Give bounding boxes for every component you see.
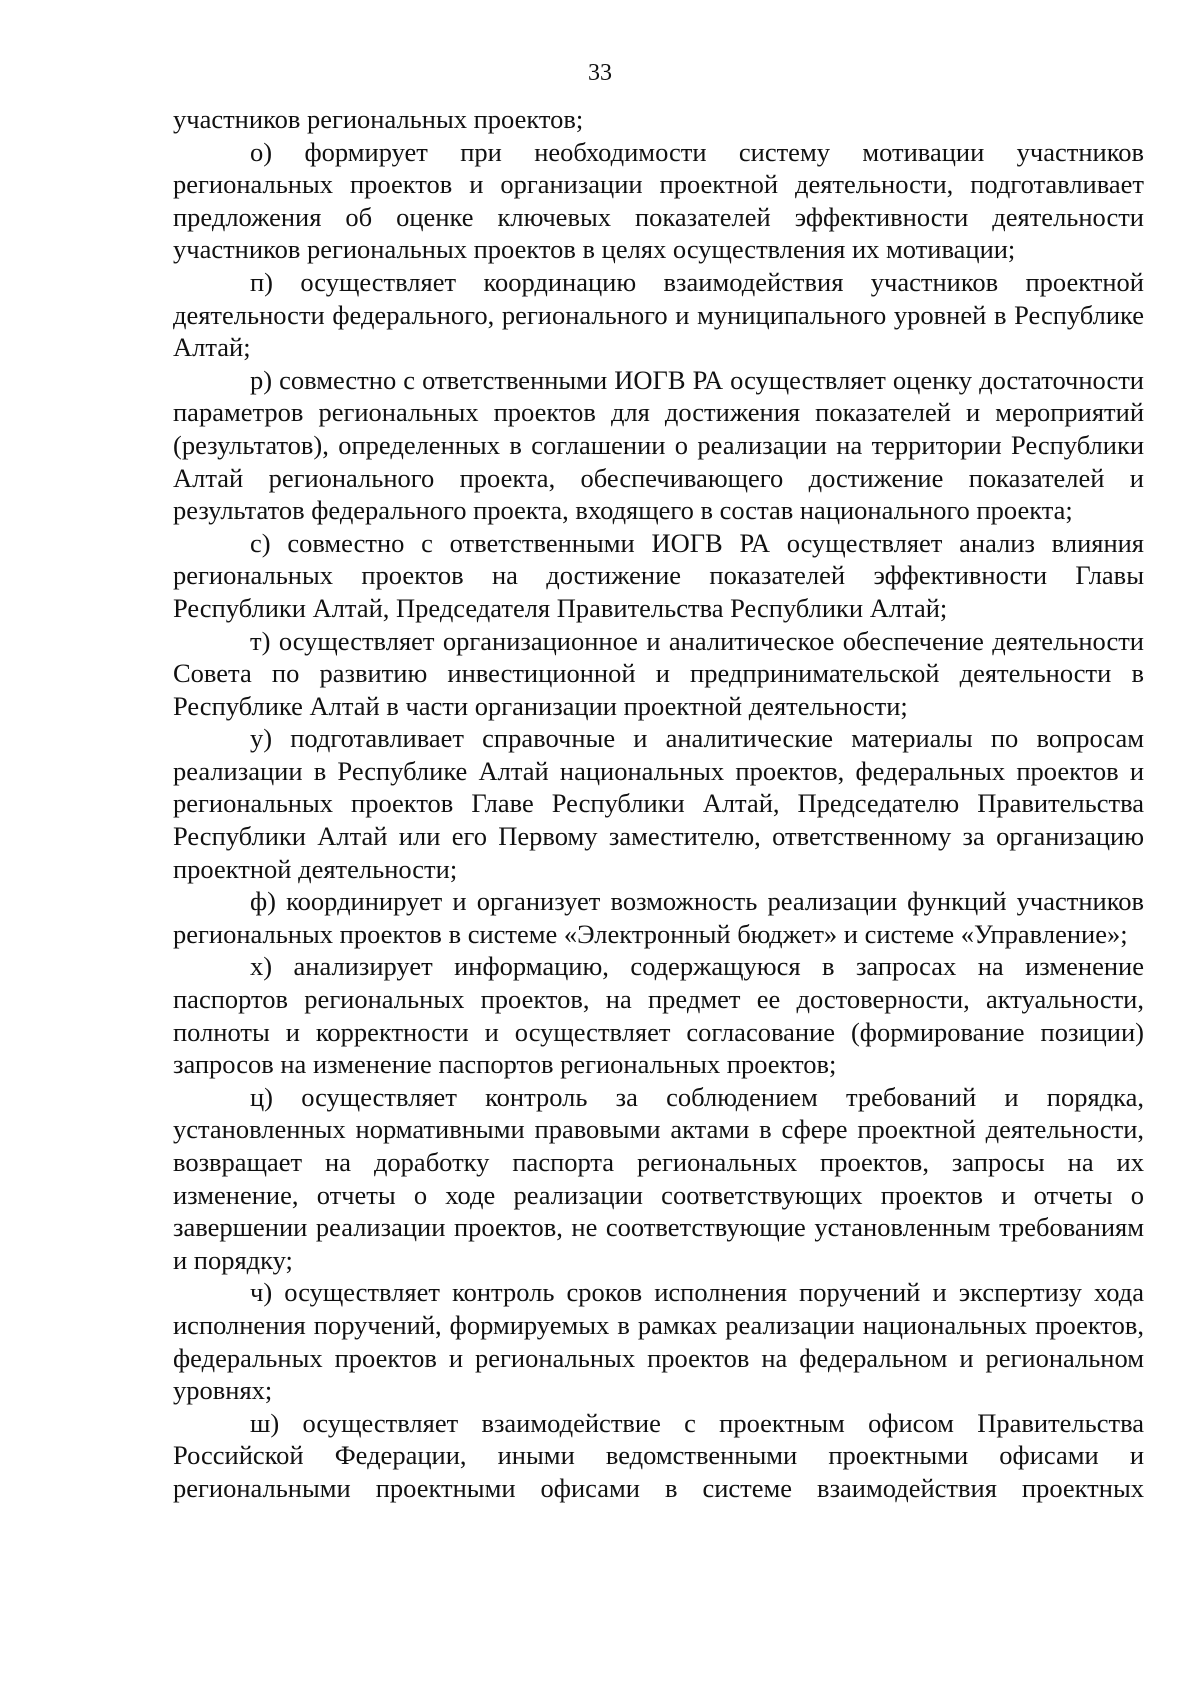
paragraph-item-ts: ц) осуществляет контроль за соблюдением требований и порядка, установленных нормативными правовыми актами в сфере проектной деятельности, возвращает на доработку паспорта региональных проектов, запросы на их изменение, отчеты о ходе реализации соответствующих проектов и отчеты о завершении реализации проектов, не соответствующие установленным требованиям и порядку; <box>173 1081 1144 1275</box>
page-number: 33 <box>588 60 612 86</box>
paragraph-item-u: у) подготавливает справочные и аналитические материалы по вопросам реализации в Республике Алтай национальных проектов, федеральных проектов и региональных проектов Главе Республики Алтай, Председателю Правительства Республики Алтай или его Первому заместителю, ответственному за организацию проектной деятельности; <box>173 723 1144 884</box>
paragraph-continuation: участников региональных проектов; <box>173 104 584 134</box>
document-body <box>173 103 1144 1505</box>
paragraph-item-r: р) совместно с ответственными ИОГВ РА осуществляет оценку достаточности параметров региональных проектов для достижения показателей и мероприятий (результатов), определенных в соглашении о реализации на территории Республики Алтай регионального проекта, обеспечивающего достижение показателей и результатов федерального проекта, входящего в состав национального проекта; <box>173 364 1144 526</box>
paragraph-item-s: с) совместно с ответственными ИОГВ РА осуществляет анализ влияния региональных проектов на достижение показателей эффективности Главы Республики Алтай, Председателя Правительства Республики Алтай; <box>173 527 1144 623</box>
paragraph-item-sh: ш) осуществляет взаимодействие с проектным офисом Правительства Российской Федерации, иными ведомственными проектными офисами и региональными проектными офисами в системе взаимодействия проектных <box>173 1407 1144 1503</box>
paragraph-item-p: п) осуществляет координацию взаимодействия участников проектной деятельности федерального, регионального и муниципального уровней в Республике Алтай; <box>173 266 1144 363</box>
paragraph-item-o: о) формирует при необходимости систему мотивации участников региональных проектов и организации проектной деятельности, подготавливает предложения об оценке ключевых показателей эффективности деятельности участников региональных проектов в целях осуществления их мотивации; <box>173 136 1144 265</box>
paragraph-item-ch: ч) осуществляет контроль сроков исполнения поручений и экспертизу хода исполнения поручений, формируемых в рамках реализации национальных проектов, федеральных проектов и региональных проектов на федеральном и региональном уровнях; <box>173 1277 1144 1406</box>
paragraph-item-f: ф) координирует и организует возможность реализации функций участников региональных проектов в системе «Электронный бюджет» и системе «Управление»; <box>173 886 1144 949</box>
paragraph-item-t: т) осуществляет организационное и аналитическое обеспечение деятельности Совета по развитию инвестиционной и предпринимательской деятельности в Республике Алтай в части организации проектной деятельности; <box>173 625 1144 721</box>
paragraph-item-kh: х) анализирует информацию, содержащуюся в запросах на изменение паспортов региональных проектов, на предмет ее достоверности, актуальности, полноты и корректности и осуществляет согласование (формирование позиции) запросов на изменение паспортов региональных проектов; <box>173 951 1144 1080</box>
